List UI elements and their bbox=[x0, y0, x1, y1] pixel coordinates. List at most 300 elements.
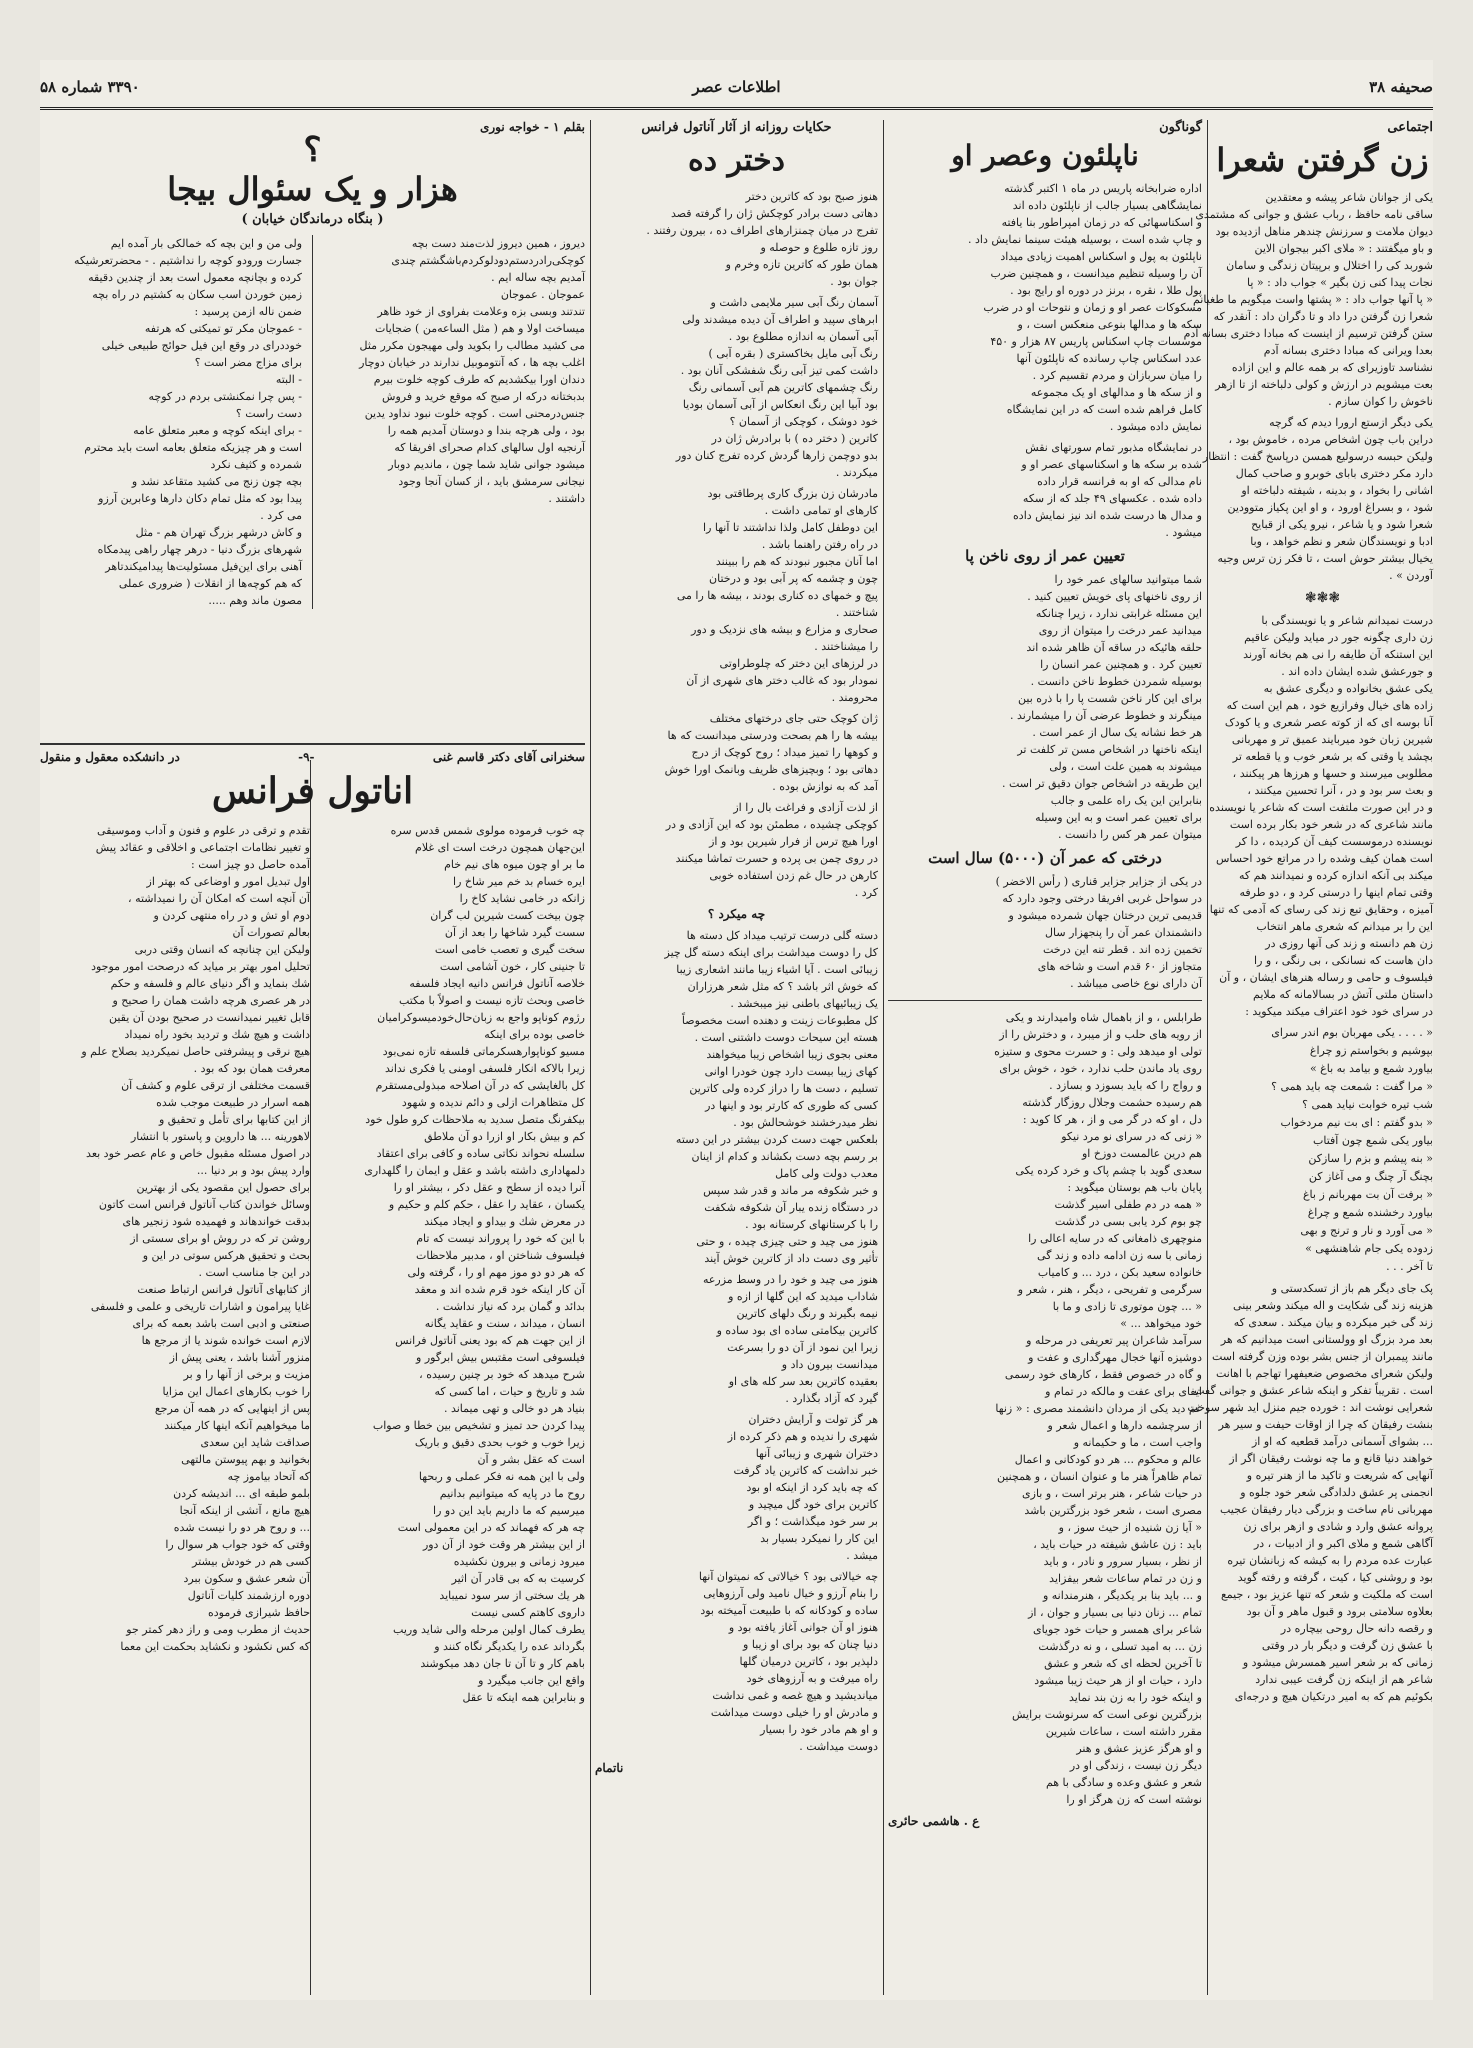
text-line: میرود زمانی و بیرون نکشیده bbox=[453, 1555, 585, 1568]
verse-text: « بدو گفتم : ای بت نیم مردخواب bbox=[1280, 1116, 1433, 1129]
text-line: این مسئله غرابتی ندارد ، زیرا چنانکه bbox=[1035, 607, 1202, 620]
text-line: تمام ظاهراً هنر ما و عنوان انسان ، و همچنین bbox=[996, 1470, 1202, 1483]
text-line: چون بیخت کست شیرین لب گران bbox=[430, 909, 585, 922]
article-body bbox=[1209, 612, 1433, 1020]
text-line: حلقه هائیکه در ساقه آن ظاهر شده اند bbox=[1026, 641, 1202, 654]
text-line: واجب است ، ما و حکیمانه و bbox=[1073, 1436, 1202, 1449]
text-line: میشوند به همین علت است ، ولی bbox=[1049, 760, 1202, 773]
verse-text: بپوشیم و بخواستم زو چراغ bbox=[1309, 1044, 1433, 1057]
page-header bbox=[40, 70, 1433, 110]
text-line: دان هاست که نسانکی ، بی رنگی ، و را bbox=[1254, 954, 1433, 967]
text-line: میدانست بیرون داد و bbox=[781, 1358, 878, 1371]
text-line: تمام ... زنان دنیا بی بسیار و جوان ، از bbox=[1028, 1606, 1202, 1619]
text-line: در روی چمن بی پرده و حسرت تماشا میکنند bbox=[675, 852, 878, 865]
text-line: و اسکناسهائی که در زمان امپراطور بنا یافته bbox=[1001, 216, 1202, 229]
text-line: معنی بجوی زیبا اشخاص زیبا میخواهند bbox=[706, 1048, 878, 1061]
text-line: خلاصه آناتول فرانس دانیه ایجاد فلسفه bbox=[409, 977, 585, 990]
text-line: آمیزه ، وحقایق تبع زند کی رسای که آدمی که تنها bbox=[1209, 903, 1433, 916]
text-line: زمین خوردن اسب سکان به کشتیم در راه بچه bbox=[92, 288, 303, 301]
text-line: یکی عشق بخانواده و دیگری عشق به bbox=[1263, 682, 1433, 695]
text-line: شك بنماید و اگر دنیای عالم و فلسفه و حکم bbox=[110, 977, 310, 990]
text-line: گیرد که آزاد بگذارد . bbox=[785, 1392, 878, 1405]
text-line: تأثیر وی دست داد از کاترین خوش آیند bbox=[704, 1252, 878, 1265]
text-line: آسمان رنگ آبی سیر ملایمی داشت و bbox=[710, 296, 878, 309]
text-line: بود ، ولی هرچه بندا و دوستان آمدیم همه را bbox=[387, 424, 585, 437]
text-line: کسی هم در خودش بیشتر bbox=[192, 1555, 310, 1568]
text-line: و گاه در خصوص فقط ، کارهای خود رسمی bbox=[1004, 1368, 1202, 1381]
text-line: وقتی که خود جواب هر سوال را bbox=[165, 1538, 310, 1551]
text-line: بیکفرنگ متصل سدید به ملاحظات کرو طول خود bbox=[365, 1113, 585, 1126]
text-line: ساده و کودکانه که با طبیعت آمیخته بود bbox=[700, 1604, 878, 1617]
text-line: دل ، او که در گر می و از ، هر کا کوید : bbox=[1022, 1113, 1202, 1126]
text-line: اما آنان مجبور نبودند که هم را ببینند bbox=[715, 555, 878, 568]
text-line: برای مزاج مضر است ؟ bbox=[194, 356, 303, 369]
text-line: کم و بیش بکار او ازرا دو آن ملاطق bbox=[424, 1130, 585, 1143]
text-line: و بنابراین همه اینکه تا عقل bbox=[462, 1691, 585, 1704]
text-line: پیچ و خمهای ده کناری بودند ، بیشه ها را می bbox=[676, 589, 878, 602]
verse-text: بچنگ آر چنگ و می آغاز کن bbox=[1308, 1170, 1433, 1183]
article-body bbox=[888, 180, 1202, 435]
text-line: را بنام آرزو و خیال نامید ولی آرزوهایی bbox=[703, 1587, 878, 1600]
text-line: انجمنی پر عشق دلدادگی شعر خود جلوه و bbox=[1240, 1486, 1433, 1499]
text-line: و ... باید بنا بر یکدیگر ، هنرمندانه و bbox=[1042, 1589, 1202, 1602]
text-line: برای این کار ناخن شست پا را با ذره بین bbox=[1018, 692, 1202, 705]
text-line: خاصی وبحث تازه نیست و اصولاً با مکتب bbox=[398, 994, 585, 1007]
text-line: و رقصه دانه حال روحی بیچاره در bbox=[1280, 1622, 1433, 1635]
section-kicker: حکایات روزانه از آثار آناتول فرانس bbox=[641, 120, 832, 135]
text-line: شرح میدهد که خود بر چنین رسیده ، bbox=[419, 1368, 585, 1381]
text-line: است . تقریباً تفکر و اینکه شاعر عشق و جوانی گفت bbox=[1194, 1384, 1433, 1397]
text-line: میرسیم که ما داریم باید این دو را bbox=[433, 1504, 585, 1517]
article-headline: ناپلئون وعصر او bbox=[951, 139, 1139, 172]
text-line: یک زیبائیهای باطنی نیز میبخشد . bbox=[730, 997, 878, 1010]
text-line: بچشد یا وقتی که بر شعر خوب و یا قطعه تر bbox=[1232, 750, 1433, 763]
column-thousand-questions bbox=[40, 120, 585, 760]
text-line: ژان کوچک حتی جای درختهای مختلف bbox=[709, 712, 878, 725]
text-line: دهاتی بود ؛ وبچیزهای ظریف وبانمک اورا خوش bbox=[664, 763, 878, 776]
text-line: دختران شهری و زیبائی آنها bbox=[755, 1447, 878, 1460]
text-line: سرگرمی و تفریحی ، دیگر ، هنر ، شعر و bbox=[1017, 1283, 1202, 1296]
text-line: خوددرای در وقع این فیل حوائج طبیعی خیلی bbox=[101, 339, 303, 352]
text-line: بود آبیا این رنگ انعکاس از آبی آسمان بودیا bbox=[682, 398, 878, 411]
text-line: همان طور که کاترین تازه وخرم و bbox=[725, 258, 878, 271]
text-line: دلمهاداری داشته باشد و عقل و ایمان را گلهداری bbox=[364, 1164, 585, 1177]
text-line: شد و تاریخ و حیات ، اما کسی که bbox=[434, 1385, 585, 1398]
text-line: کل را دوست میداشت برای اینکه دسته گل چیز bbox=[664, 946, 878, 959]
text-line: هزینه زند گی شکایت و اله میکند وشعر بینی bbox=[1233, 1299, 1433, 1312]
text-line: معرفت همان بود که بود . bbox=[193, 1062, 310, 1075]
text-line: وسائل خواندن کتاب آناتول فرانس است کاتون bbox=[98, 1198, 310, 1211]
text-line: شمرده و کثیف نکرد bbox=[210, 458, 303, 471]
text-line: ناپلئون به پول و اسکناس اهمیت زیادی میداد bbox=[1000, 250, 1202, 263]
text-line: چه خوب فرموده مولوی شمس قدس سره bbox=[390, 824, 585, 837]
text-line: دیروز ، همین دیروز لذت‌مند دست بچه bbox=[411, 237, 585, 250]
text-line: بوسیله شمردن خطوط ناخن دانست . bbox=[1030, 675, 1202, 688]
text-line: روشن تر که در روش او برای سستی از bbox=[130, 1232, 310, 1245]
text-line: آن آنچه است که امکان آن را نمیداشته ، bbox=[128, 892, 310, 905]
text-line: دنیا چنان که بود برای او زیبا و bbox=[743, 1638, 878, 1651]
text-line: زمانی با سه زن ادامه داده و زند گی bbox=[1037, 1249, 1202, 1262]
text-line: و اینکه خود را به زن بند نماید bbox=[1068, 1691, 1202, 1704]
text-line: نیمه بگیرند و رنگ دلهای کاترین bbox=[736, 1307, 878, 1320]
text-line: صداقت شاید این سعدی bbox=[200, 1436, 310, 1449]
text-line: آمد که به نوازش بوده . bbox=[772, 780, 878, 793]
text-line: ما میخواهیم آنکه اینها کار میکنند bbox=[164, 1419, 310, 1432]
text-line: چون و چشمه که پر آبی بود و درختان bbox=[709, 572, 878, 585]
text-line: مسکوکات عصر او و زمان و نتوحات او در ضرب bbox=[983, 301, 1202, 314]
text-line: خاصی بوده برای اینکه bbox=[484, 1028, 585, 1041]
text-line: نشناسد تاوزیرای که بر همه عالم و این ازاده bbox=[1231, 361, 1433, 374]
text-line: دسته گلی درست ترتیب میداد کل دسته ها bbox=[686, 929, 878, 942]
text-line: آرنجیه اول سالهای کدام صحرای افریقا که bbox=[394, 441, 585, 454]
text-line: دانشمندان عمر آن را پنجهزار سال bbox=[1045, 926, 1202, 939]
article-body bbox=[595, 485, 878, 706]
text-line: زن هم دانسته و زند کی آنها روزی در bbox=[1265, 937, 1433, 950]
text-line: از رویه های حلب و از میبرد ، و دخترش را از bbox=[999, 1028, 1202, 1041]
text-line: این را بر میدانم که شعری ماهر انتخاب bbox=[1256, 920, 1433, 933]
text-line: شود ، و بسراغ اورود ، و او این پکیاز متوودین bbox=[1227, 501, 1433, 514]
article-body bbox=[595, 1271, 878, 1407]
text-line: آهنی برای این‌فیل مسئولیت‌ها پیدا‌میکند‌تا‌هر‌ bbox=[105, 560, 303, 573]
text-line: نیجانی سرمشق باید ، از کسان آنجا وجود bbox=[398, 475, 585, 488]
text-line: ولی با این همه نه فکر عملی و ربحها bbox=[418, 1470, 585, 1483]
text-line: آمدیم بچه ساله ایم . bbox=[491, 271, 585, 284]
text-line: روح ما در پایه که میتوانیم بدانیم bbox=[439, 1487, 585, 1500]
paper-name: اطلاعات عصر bbox=[692, 78, 781, 96]
text-line: « ... چون موتوری تا زادی و ما با bbox=[1052, 1300, 1202, 1313]
text-line: چو بوم کرد یابی بسی در گذشت bbox=[1054, 1215, 1202, 1228]
text-line: لاهورینه ... ها داروین و پاستور با انتشار bbox=[130, 1130, 310, 1143]
text-line: بلعکس جهت دست کردن بیشتر در این دسته bbox=[675, 1133, 878, 1146]
text-line: داستان ملتی آتش در بسالامانه که ملایم bbox=[1253, 988, 1433, 1001]
text-line: بعدا ویرانی که مبادا دختری بسانه آدم bbox=[1263, 344, 1433, 357]
text-line: هنوز می چید و حتی چیزی چیده ، و حتی bbox=[696, 1235, 878, 1248]
text-line: کارهن در حال غم زدن استفاده خوبی bbox=[709, 869, 878, 882]
text-line: در هر عصری هرچه داشت همان را صحیح و bbox=[112, 994, 310, 1007]
text-line: موسسات چاپ اسکناس پاریس ۸۷ هزار و ۴۵۰ bbox=[990, 335, 1202, 348]
text-line: در معرض شك و بیداو و ایجاد میکند bbox=[424, 1215, 585, 1228]
text-line: ما بر او چون میوه های نیم خام bbox=[444, 858, 585, 871]
poem-verse bbox=[1212, 1168, 1433, 1186]
lecture-banner bbox=[40, 750, 585, 764]
text-line: تحلیل امور بهتر بر میاید که درصحت امور موجود bbox=[91, 960, 310, 973]
text-line: انسان ، میداند ، سنت و عقاید یگانه bbox=[424, 1317, 585, 1330]
poem-verse bbox=[1212, 1150, 1433, 1168]
poem-verse bbox=[1212, 1132, 1433, 1150]
text-line: خواهند دنیا قانع و ما چه نوشت رفیقان اگر از bbox=[1229, 1452, 1433, 1465]
text-line: است که عقل بشر و آن bbox=[477, 1453, 585, 1466]
text-line: زند گی خیر میکرده و بیان میکند . سعدی که bbox=[1233, 1316, 1433, 1329]
text-line: بعت میشویم در ارزش و کولی دلباخته از تا ازهر bbox=[1215, 378, 1433, 391]
poem-verse bbox=[1212, 1258, 1433, 1276]
text-line: مانند پیمبران از جنس بشر بوده وزن گرفته است bbox=[1211, 1350, 1433, 1363]
text-line: باهم کار و تا آن تا جان دهد میکوشند bbox=[420, 1657, 585, 1670]
text-line: هر یك سختی از سر سود نمیباید bbox=[439, 1589, 585, 1602]
text-line: داشت و هیچ شك و تردید بخود راه نمیداد bbox=[124, 1028, 310, 1041]
text-line: کسی که طوری که کارتر بود و اینها در bbox=[705, 1099, 878, 1112]
text-line: مصری است ، شعر خود بزرگترین باشد bbox=[1024, 1504, 1202, 1517]
subheading: درختی که عمر آن (۵۰۰۰) سال است bbox=[928, 849, 1162, 867]
text-line: کهای زیبا بیست دارد چون خودرا اوانی bbox=[704, 1065, 878, 1078]
text-line: بدائد و گمان برد که نیاز نداشت . bbox=[435, 1300, 585, 1313]
text-line: این استنکه آن طایفه را نی هم بخانه آورند bbox=[1243, 648, 1433, 661]
text-line: چه خیالاتی بود ؟ خیالاتی که نمیتوان آنها bbox=[698, 1570, 878, 1583]
text-line: روز تازه طلوع و حوصله و bbox=[760, 241, 878, 254]
article-body bbox=[1202, 414, 1433, 584]
text-line: هیچ نرقی و پیشرفتی حاصل نمیکردید بصلاح علم و bbox=[81, 1045, 310, 1058]
text-line: میکند بی آنکه اندازه کرده و نمیدانند هم که bbox=[1239, 869, 1433, 882]
text-line: سلسله نحواند نکاتی ساده و کافی برای اعتقاد bbox=[376, 1147, 585, 1160]
text-line: بدقت خواندهاند و فهمیده شود زنجیر های bbox=[122, 1215, 310, 1228]
text-line: است که ملکیت و شعر که تنها عزیز بود ، جیمع bbox=[1220, 1588, 1433, 1601]
text-line: دوم او تش و در راه منتهی کردن و bbox=[153, 909, 310, 922]
text-line: شعر و عشق وعده و سادگی با هم bbox=[1045, 1776, 1202, 1789]
text-line: و مدال ها درست شده اند نیز نمایش داده bbox=[1013, 509, 1202, 522]
text-line: و از سکه ها و مدالهای او یک مجموعه bbox=[1030, 386, 1202, 399]
text-line: ولیکن شعرای مخصوص ضعیفهرا تهاجم با اهانت bbox=[1216, 1367, 1433, 1380]
text-line: تسلیم ، دست ها را دراز کرده ولی کاترین bbox=[689, 1082, 878, 1095]
text-line: برای حصول این مقصود یکی از بهترین bbox=[136, 1181, 310, 1194]
text-line: میتوان عمر هر کس را دانست . bbox=[1058, 828, 1202, 841]
text-line: بحث و تحقیق هرکس سوتی در این و bbox=[142, 1249, 310, 1262]
text-line: - برای اینکه کوچه و معبر متعلق عامه bbox=[133, 424, 303, 437]
text-line: عموجان . عموجان bbox=[500, 288, 585, 301]
text-line: سرآمد شاعران پیر تعریفی در مرحله و bbox=[1026, 1334, 1202, 1347]
text-line: مسیو کوناپوارهسکرماتی فلسفه تازه نمی‌بود bbox=[382, 1045, 585, 1058]
text-line: قابل تغییر نمیدانست در صحیح بودن آن یقین bbox=[108, 1011, 310, 1024]
text-line: شما میتوانید سالهای عمر خود را bbox=[1054, 573, 1202, 586]
text-line: ضمن ناله ازمن پرسید : bbox=[194, 305, 303, 318]
text-line: را خوب بکارهای اعمال این مزایا bbox=[162, 1385, 310, 1398]
text-line: کرد . bbox=[854, 886, 878, 899]
byline: بقلم ۱ - خواجه نوری bbox=[479, 120, 585, 134]
text-line: میکردند . bbox=[835, 466, 878, 479]
text-line: دارد مکر دختری بابای خوبرو و صاحب کمال bbox=[1235, 467, 1433, 480]
text-line: است همان کیف وشده را در مراتع خود احساس bbox=[1216, 852, 1433, 865]
text-line: عدد اسکناس چاپ رسانده که ناپلئون آنها bbox=[1016, 352, 1202, 365]
text-line: « پا آنها جواب داد : « پشتها واست میگویم ما طغیانم bbox=[1192, 293, 1433, 306]
text-line: و مادرش او را خیلی دوست میداشت bbox=[710, 1706, 878, 1719]
text-line: نویسنده درموسست کیف آن کردیده ، دا کر bbox=[1235, 835, 1433, 848]
text-line: در اصول مسئله مقبول خاص و عام عصر خود بعد bbox=[86, 1147, 310, 1160]
text-line: محرومند . bbox=[831, 691, 878, 704]
section-kicker: اجتماعی bbox=[1387, 120, 1433, 135]
text-line: رنگ چشمهای کاترین هم آبی آسمانی رنگ bbox=[688, 381, 878, 394]
text-line: در این جا مناسب است . bbox=[198, 1266, 310, 1279]
text-line: را با کرستانهای کرستانه بود . bbox=[745, 1218, 878, 1231]
verse-text: « . . . . یکی مهربان بوم اندر سرای bbox=[1271, 1026, 1433, 1039]
article-body bbox=[595, 1568, 878, 1755]
text-line: ستن گرفتن ترسیم از اینست که مبادا دختری بسانه آدم bbox=[1183, 327, 1433, 340]
text-line: غم دید یکی از مردان دانشمند مصری : « زنها bbox=[995, 1402, 1202, 1415]
text-line: در یکی از جزایر جزایر قناری ( رأس الاخضر ) bbox=[995, 875, 1202, 888]
text-line: پیدا کردن حد تمیز و تشخیص بین خطا و صواب bbox=[372, 1419, 585, 1432]
text-line: شعرا زن گرفتن درا داد و تا دگران داد : آنقدر که bbox=[1213, 310, 1433, 323]
text-line: ... و روح هر دو را نیست شده bbox=[173, 1521, 310, 1534]
newspaper-page bbox=[40, 60, 1433, 2000]
text-line: و او هم مادر خود را بسیار bbox=[760, 1723, 878, 1736]
lecture-venue: در دانشکده معقول و منقول bbox=[40, 750, 180, 764]
text-line: مطلوبی میرسند و حسها و هرزها هر پیکنند ، bbox=[1232, 767, 1433, 780]
text-line: بود و روشنی کیا ، کیت ، گرفته و رفته گوید bbox=[1237, 1571, 1433, 1584]
text-line: آنهایی که شریعت و تاکید ما از هنر تیره و bbox=[1246, 1469, 1433, 1482]
text-line: وارد پیش بود و بر دنیا ... bbox=[196, 1164, 310, 1177]
text-line: « آیا زن شنیده از حیث سوز ، و bbox=[1058, 1521, 1202, 1534]
text-line: بنابراین این یک راه علمی و جالب bbox=[1050, 794, 1202, 807]
text-line: ایره خسام بد خم میر شاخ را bbox=[453, 875, 585, 888]
text-line: آوردن » . bbox=[1389, 569, 1433, 582]
text-line: در راه رفتن راهنما باشد . bbox=[761, 538, 878, 551]
text-line: از روی ناخنهای پای خویش تعیین کنید . bbox=[1027, 590, 1202, 603]
page-number: صحیفه ۳۸ bbox=[1369, 78, 1433, 96]
text-line: دوست میداشت . bbox=[799, 1740, 878, 1753]
text-line: جنس‌درمحنی است . کوچه خلوت نبود نداود یدین bbox=[364, 407, 585, 420]
text-line: شاداب میدید که این گلها از ازه و bbox=[728, 1290, 878, 1303]
text-line: نمایش داده میشود . bbox=[1109, 420, 1202, 433]
text-line: با عشق زن گرفت و دیگر بار در وقتی bbox=[1261, 1639, 1433, 1652]
text-line: میدانید عمر درخت را میتوان از روی bbox=[1038, 624, 1202, 637]
text-line: با این که خود را پروراند نیست که تام bbox=[416, 1232, 585, 1245]
poem-verse bbox=[1212, 1186, 1433, 1204]
text-line: اورا هیچ ترس از فرار شیرین بود و از bbox=[709, 835, 878, 848]
text-line: سست گیرد شاخها را بعد از آن bbox=[444, 926, 585, 939]
text-line: آنرا دیده از سطح و عقل دکر ، بیشتر او را bbox=[393, 1181, 585, 1194]
text-line: خانواده سعید بکن ، درد ... و کامیاب bbox=[1037, 1266, 1202, 1279]
text-line: کارهای او تمامی داشت . bbox=[764, 504, 878, 517]
column-rule bbox=[883, 120, 884, 1995]
text-line: ولی من و این بچه که خمالکی بار آمده ایم bbox=[110, 237, 303, 250]
text-line: ولیکن حبسه درسولیع همسن درپاسخ گفت : انتظار bbox=[1202, 450, 1433, 463]
text-line: بزرگترین نوعی است که سرنوشت برایش bbox=[1012, 1708, 1202, 1721]
text-line: بنیاد هر دو خالی و تهی میماند . bbox=[443, 1402, 585, 1415]
text-line: طرابلس ، و از باهمال شاه وامیدارند و یکی bbox=[1005, 1011, 1202, 1024]
text-line: میساخت اولا و هم ( مثل الساعه‌من ) ضجایات bbox=[374, 322, 585, 335]
article-headline: دختر ده bbox=[687, 143, 786, 178]
article-body bbox=[595, 710, 878, 795]
text-line: دیگر زن نیست ، زندگی او در bbox=[1069, 1759, 1202, 1772]
text-line: شیرین زبان خود میربایند عمیق تر و مهربانی bbox=[1231, 733, 1433, 746]
text-line: در دستگاه زنده یبار آن شکوفه شکفت bbox=[704, 1201, 878, 1214]
text-line: پیدا بود که مثل تمام دکان دارها وعابرین آرزو bbox=[98, 492, 303, 505]
text-line: میاندیشید و هیچ غصه و غمی نداشت bbox=[712, 1689, 878, 1702]
author-signature: ع . هاشمی حائری bbox=[888, 1814, 980, 1828]
text-line: که خوش اثر باشد ؟ که مثل شعر هرزاران bbox=[687, 980, 878, 993]
text-line: نظر میدرخشند خوشحالش بود . bbox=[733, 1116, 878, 1129]
lecture-speaker: سخنرانی آقای دکتر قاسم غنی bbox=[432, 750, 585, 764]
text-line: فیلسوفی است مقتبس بیش ابرگور و bbox=[416, 1351, 585, 1364]
text-line: درست نمیدانم شاعر و یا نویسندگی با bbox=[1261, 614, 1433, 627]
text-line: شاعر برای همسر و حیات خود جویای bbox=[1032, 1623, 1202, 1636]
text-line: بعد مرد بزرگ او وولستانی است میدانیم که هر bbox=[1220, 1333, 1433, 1346]
article-body bbox=[888, 571, 1202, 843]
text-line: نوشته است که زن هرگز او را bbox=[1066, 1793, 1202, 1806]
text-line: نمودار بود که غالب دختر های شهری از آن bbox=[686, 674, 878, 687]
text-line: هسته این سیحات دوست داشتنی است . bbox=[694, 1031, 878, 1044]
text-line: هنوز صبح بود که کاترین دختر bbox=[745, 190, 878, 203]
text-line: در سرای خود خود اعتراف میکند میکوید : bbox=[1245, 1005, 1433, 1018]
text-line: این کار را نمیکرد بسیار بد bbox=[760, 1532, 878, 1545]
text-line: شوربد کی را اختلال و برپیتان زندگی و سامان bbox=[1226, 259, 1433, 272]
article-body bbox=[595, 188, 878, 290]
text-line: داشتند . bbox=[548, 492, 585, 505]
poem-verse bbox=[1212, 1204, 1433, 1222]
poem-verse bbox=[1212, 1114, 1433, 1132]
text-line: - عموجان مکر تو تمیکتی که هرتفه bbox=[144, 322, 303, 335]
verse-text: « برفت آن بت مهربانم ز باغ bbox=[1302, 1188, 1433, 1201]
text-line: بیشه ها را هم بصحت ودرستی میدانست که ها bbox=[667, 729, 878, 742]
text-line: فیلسوف شناختن او ، مدبیر ملاحظات bbox=[415, 1249, 585, 1262]
text-line: بخوانید و بهم پیوستن مالتهی bbox=[181, 1453, 310, 1466]
article-body bbox=[1187, 1280, 1433, 1705]
text-line: از لذت آزادی و فراغت بال را از bbox=[733, 801, 878, 814]
text-line: داروی کاهتم کسی نیست bbox=[471, 1606, 585, 1619]
subheading: تعیین عمر از روی ناخن پا bbox=[965, 547, 1125, 565]
text-line: یکسان ، عقاید را عقل ، حکم کلم و حکیم و bbox=[388, 1198, 585, 1211]
text-line: زن ... به امید تسلی ، و نه درگذشت bbox=[1038, 1640, 1202, 1653]
text-line: مهربانی نام ساخت و بزرگی دیار رفیقان عجیب bbox=[1220, 1503, 1433, 1516]
text-line: و زن در تمام ساعات شعر بیفزاید bbox=[1049, 1572, 1202, 1585]
text-line: لازم است خوانده شوند یا از مرجع ها bbox=[141, 1334, 310, 1347]
text-line: اینکه ناخنها در اشخاص مسن تر کلفت تر bbox=[1017, 743, 1202, 756]
column-rule bbox=[590, 120, 591, 1995]
verse-text: زدوده یکی جام شاهنشهی » bbox=[1305, 1242, 1433, 1255]
text-line: و چاپ شده است ، بوسیله هیئت سینما نمایش داد . bbox=[968, 233, 1202, 246]
text-line: از نظر ، بسیار سرور و نادر ، و باید bbox=[1043, 1555, 1202, 1568]
text-line: فیلسوف و حامی و رساله هنرهای ایشان ، و آن bbox=[1219, 971, 1433, 984]
text-line: دراین باب چون اشخاص مرده ، خاموش بود ، bbox=[1228, 433, 1433, 446]
text-line: دست راست ؟ bbox=[235, 407, 303, 420]
text-line: و رواج را که باید بسوزد و بسازد . bbox=[1049, 1079, 1202, 1092]
text-line: تندتند وبسی بزه وعلامت بفراوی از خود ظاهر bbox=[377, 305, 585, 318]
text-line: روی یاد ماندن حلب ندارد ، خود ، خوش برای bbox=[999, 1062, 1202, 1075]
text-line: پک جای دیگر هم باز از تسکدستی و bbox=[1271, 1282, 1433, 1295]
text-line: پروانه عشق وارد و شادی و ازهر برای زن bbox=[1243, 1520, 1433, 1533]
text-line: شهری را ندیده و هم ذکر کرده از bbox=[727, 1430, 878, 1443]
text-line: مصون ماند وهم ..... bbox=[208, 594, 303, 607]
text-line: دیوان ملامت و سرزنش چندهر مناهل ازدیده بود bbox=[1215, 225, 1433, 238]
text-line: و او هرگز عزیز عشق و هنر bbox=[1076, 1742, 1202, 1755]
text-line: این طریقه در اشخاص جوان دقیق تر است . bbox=[1001, 777, 1202, 790]
text-line: خبر نداشت که کاترین یاد گرفت bbox=[733, 1464, 878, 1477]
poem-verse bbox=[1212, 1078, 1433, 1096]
text-line: شعرایی نوشت اند : خورده جیم منزل اید شهر سوخت bbox=[1187, 1401, 1433, 1414]
text-line: کرده و بچانچه معمول است بعد از چندین دقیقه bbox=[88, 271, 303, 284]
text-line: هر گز تولت و آرایش دختران bbox=[748, 1413, 878, 1426]
text-line: پایان باب هم بوستان میگوید : bbox=[1067, 1181, 1202, 1194]
article-subhead: ( بنگاه درماندگان خیابان ) bbox=[241, 212, 384, 227]
text-line: منزور آشنا باشد ، یعنی پیش از bbox=[169, 1351, 310, 1364]
text-line: غایا پیرامون و اشارات تاریخی و علمی و فلسفی bbox=[90, 1300, 310, 1313]
divider bbox=[888, 1000, 1202, 1001]
text-line: مادرشان زن بزرگ کاری پرطاقتی بود bbox=[707, 487, 878, 500]
article-body bbox=[595, 294, 878, 481]
text-line: ساقی نامه حافظ ، رباب عشق و جوانی که مشتمدی bbox=[1195, 208, 1433, 221]
text-line: تعیین کرد . و همچنین عمر انسان را bbox=[1040, 658, 1202, 671]
section-divider bbox=[40, 743, 585, 745]
text-line: پول طلا ، نقره ، برنز در دوره او رایج بود . bbox=[1010, 284, 1202, 297]
text-line: می کشید مطالب را بکوید ولی مهیجون مکرر مثل bbox=[359, 339, 585, 352]
text-line: در حیات شاعر ، هنر برتر است ، و بازی bbox=[1022, 1487, 1202, 1500]
text-line: بدو دوچمن زارها گردش کرده تفرج کنان دور bbox=[675, 449, 878, 462]
column-anatole-france bbox=[40, 750, 585, 1995]
text-line: بگرداند عده را یکدیگر نگاه کنند و bbox=[434, 1640, 585, 1653]
verse-text: « بنه پیشم و بزم را سازکن bbox=[1308, 1152, 1433, 1165]
text-line: و باو میگفتند : « ملای اکبر بیجوان الاین bbox=[1254, 242, 1433, 255]
text-line: تفرج در میان چمنزارهای اطراف ده ، بیرون رفتند . bbox=[646, 224, 878, 237]
text-line: کرسیت به که بی قادر آن اثیر bbox=[451, 1572, 585, 1585]
section-ornament: ❃❃❃ bbox=[1304, 590, 1341, 606]
text-line: و بعث سر بود و در ، آنرا تحسین میکنند ، bbox=[1247, 784, 1433, 797]
